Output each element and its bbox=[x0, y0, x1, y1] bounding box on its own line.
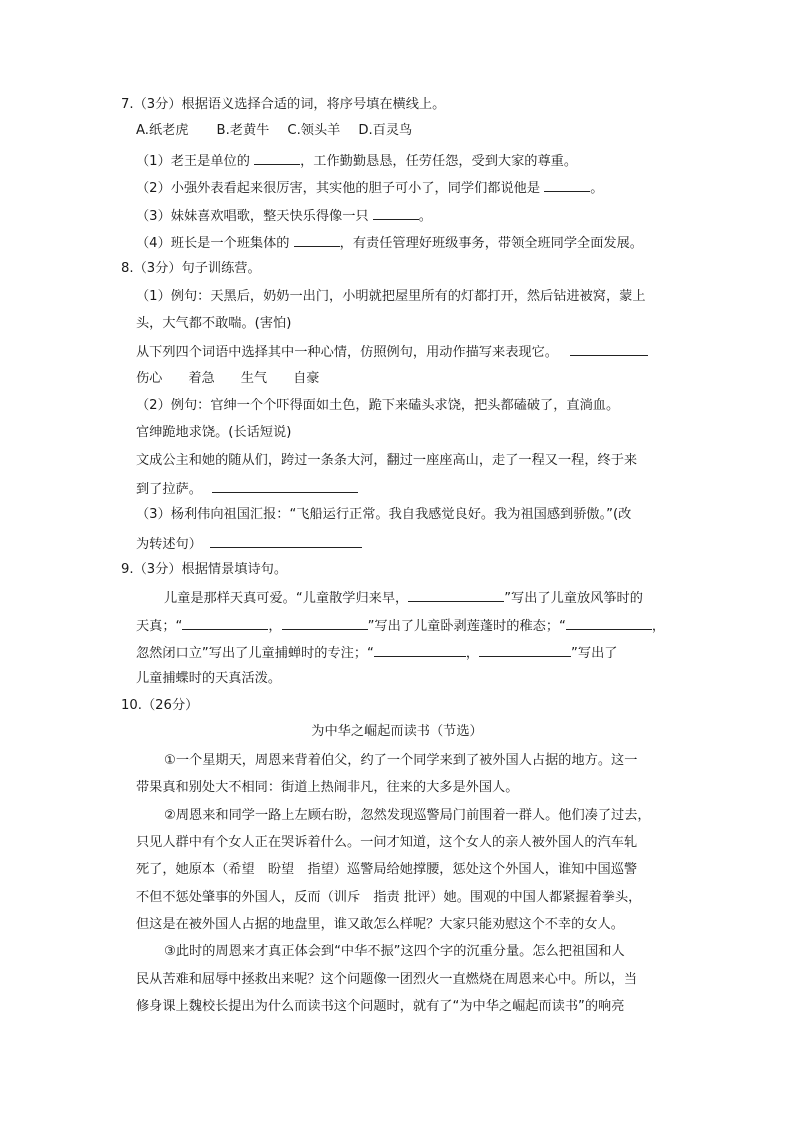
mood-3: 生气 bbox=[240, 371, 268, 386]
q10-stem: 10.（26分） bbox=[121, 698, 199, 713]
q7-item-1-blank[interactable] bbox=[254, 150, 300, 165]
q9-line3 bbox=[136, 642, 617, 664]
para1-line2: 带果真和别处大不相同：街道上热闹非凡，往来的大多是外国人。 bbox=[136, 780, 519, 795]
q7-option-c: C.领头羊 bbox=[287, 123, 341, 138]
q9-blank-5[interactable] bbox=[374, 642, 466, 657]
q9-line1 bbox=[164, 587, 643, 609]
para3-line1: ③此时的周恩来才真正体会到“中华不振”这四个字的沉重分量。怎么把祖国和人 bbox=[164, 944, 625, 959]
q8-p2-line4-text: 到了拉萨。 bbox=[136, 482, 202, 497]
q8-p2-line2: 官绅跪地求饶。(长话短说) bbox=[136, 425, 292, 440]
para2-line5: 但这是在被外国人占据的地盘里，谁又敢怎么样呢？大家只能劝慰这个不幸的女人。 bbox=[136, 917, 624, 932]
q9-blank-2[interactable] bbox=[182, 615, 268, 630]
q7-item-1 bbox=[136, 150, 577, 172]
q7-item-1-after: ，工作勤勤恳恳，任劳任怨，受到大家的尊重。 bbox=[300, 154, 578, 169]
q7-item-2 bbox=[136, 177, 603, 199]
q7-item-3-blank[interactable] bbox=[373, 205, 419, 220]
para2-line2: 只见人群中有个女人正在哭诉着什么。一问才知道，这个女人的亲人被外国人的汽车轧 bbox=[136, 835, 638, 850]
q9-l3b: ， bbox=[465, 646, 480, 661]
q7-item-1-before: （1）老王是单位的 bbox=[136, 154, 250, 169]
q8-p1-blank[interactable] bbox=[570, 341, 648, 356]
q8-p1-line1: （1）例句：天黑后，奶奶一出门，小明就把屋里所有的灯都打开，然后钻进被窝，蒙上 bbox=[136, 289, 646, 304]
mood-1: 伤心 bbox=[136, 371, 163, 386]
q9-blank-1[interactable] bbox=[408, 587, 504, 602]
q7-item-2-before: （2）小强外表看起来很厉害，其实他的胆子可小了，同学们都说他是 bbox=[136, 181, 541, 196]
q7-stem: 7.（3分）根据语义选择合适的词，将序号填在横线上。 bbox=[121, 97, 446, 112]
mood-2: 着急 bbox=[188, 371, 215, 386]
para3-line3: 修身课上魏校长提出为什么而读书这个问题时，就有了“为中华之崛起而读书”的响亮 bbox=[136, 999, 625, 1014]
q7-option-b: B.老黄牛 bbox=[216, 123, 270, 138]
q8-p2-line1: （2）例句：官绅一个个吓得面如土色，跪下来磕头求饶，把头都磕破了，直淌血。 bbox=[136, 398, 620, 413]
q8-p1-task bbox=[136, 341, 648, 363]
q8-p3-blank[interactable] bbox=[210, 533, 362, 548]
q9-l2d: ， bbox=[651, 619, 666, 634]
q9-blank-3[interactable] bbox=[282, 615, 368, 630]
q7-item-4-blank[interactable] bbox=[294, 232, 340, 247]
q7-item-4-after: ，有责任管理好班级事务，带领全班同学全面发展。 bbox=[339, 236, 643, 251]
para2-line3: 死了，她原本（希望 盼望 指望）巡警局给她撑腰，惩处这个外国人，谁知中国巡警 bbox=[136, 862, 638, 877]
para3-line2: 民从苦难和屈辱中拯救出来呢？这个问题像一团烈火一直燃烧在周恩来心中。所以，当 bbox=[136, 972, 638, 987]
q7-item-2-blank[interactable] bbox=[544, 177, 590, 192]
q9-l2c: ”写出了儿童卧剥莲蓬时的稚态；“ bbox=[367, 619, 566, 634]
para2-line1: ②周恩来和同学一路上左顾右盼，忽然发现巡警局门前围着一群人。他们凑了过去， bbox=[164, 808, 651, 823]
q8-p3-line2-text: 为转述句） bbox=[136, 537, 202, 552]
q8-p1-line2: 头，大气都不敢喘。(害怕) bbox=[136, 316, 292, 331]
q9-l2a: 天真；“ bbox=[136, 619, 183, 634]
q9-l1a: 儿童是那样天真可爱。“儿童散学归来早， bbox=[164, 591, 409, 606]
q9-blank-4[interactable] bbox=[566, 615, 652, 630]
q8-p3-line1: （3）杨利伟向祖国汇报：“飞船运行正常。我自我感觉良好。我为祖国感到骄傲。”(改 bbox=[136, 507, 632, 522]
passage-title: 为中华之崛起而读书（节选） bbox=[311, 724, 483, 739]
q9-line4: 儿童捕蝶时的天真活泼。 bbox=[136, 671, 282, 686]
q8-p3-line2 bbox=[136, 533, 362, 555]
q8-p2-line4 bbox=[136, 478, 358, 500]
q9-l1b: ”写出了儿童放风筝时的 bbox=[504, 591, 643, 606]
q8-p2-blank[interactable] bbox=[212, 478, 358, 493]
q9-l2b: ， bbox=[268, 619, 282, 634]
q9-line2 bbox=[136, 615, 665, 637]
q8-stem: 8.（3分）句子训练营。 bbox=[121, 261, 261, 276]
q7-item-3-before: （3）妹妹喜欢唱歌，整天快乐得像一只 bbox=[136, 209, 369, 224]
q8-p1-task-text: 从下列四个词语中选择其中一种心情，仿照例句，用动作描写来表现它。 bbox=[136, 345, 558, 360]
q9-stem: 9.（3分）根据情景填诗句。 bbox=[121, 562, 288, 577]
q7-item-3 bbox=[136, 205, 432, 227]
q9-l3c: ”写出了 bbox=[571, 646, 618, 661]
q7-options bbox=[136, 121, 412, 141]
q8-p2-line3: 文成公主和她的随从们，跨过一条条大河，翻过一座座高山，走了一程又一程，终于来 bbox=[136, 453, 638, 468]
q7-option-d: D.百灵鸟 bbox=[358, 123, 413, 138]
q9-l3a: 忽然闭口立”写出了儿童捕蝉时的专注；“ bbox=[136, 646, 374, 661]
q7-item-2-after: 。 bbox=[590, 181, 604, 196]
q7-item-3-after: 。 bbox=[418, 209, 432, 224]
para2-line4: 不但不惩处肇事的外国人，反而（训斥 指责 批评）她。围观的中国人都紧握着拳头， bbox=[136, 890, 642, 905]
q7-item-4 bbox=[136, 232, 643, 254]
q8-moods bbox=[136, 369, 320, 389]
q9-blank-6[interactable] bbox=[479, 642, 571, 657]
q7-item-4-before: （4）班长是一个班集体的 bbox=[136, 236, 290, 251]
q7-option-a: A.纸老虎 bbox=[136, 123, 189, 138]
mood-4: 自豪 bbox=[293, 371, 320, 386]
para1-line1: ①一个星期天，周恩来背着伯父，约了一个同学来到了被外国人占据的地方。这一 bbox=[164, 753, 638, 768]
